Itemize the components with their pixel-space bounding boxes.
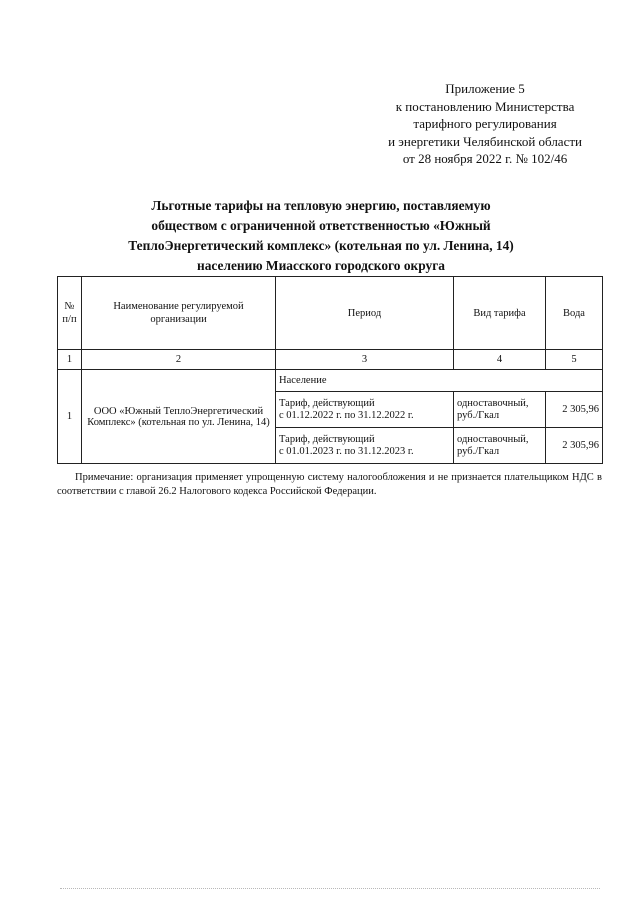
tariff-type-line: одноставочный, [457, 433, 529, 445]
period-line: с 01.12.2022 г. по 31.12.2022 г. [279, 409, 414, 421]
header-water: Вода [546, 277, 603, 350]
column-number: 5 [546, 350, 603, 370]
period-line: Тариф, действующий [279, 433, 375, 445]
tariff-type-cell [454, 392, 546, 428]
column-number: 3 [276, 350, 454, 370]
water-value: 2 305,96 [546, 428, 603, 464]
period-cell [276, 392, 454, 428]
tariff-type-cell [454, 428, 546, 464]
header-period: Период [276, 277, 454, 350]
row-num: 1 [58, 370, 82, 464]
title-line: ТеплоЭнергетический комплекс» (котельная по ул. Ленина, 14) [128, 238, 514, 253]
tariff-type-line: руб./Гкал [457, 445, 500, 457]
appendix-line: к постановлению Министерства [395, 98, 575, 114]
appendix-line: и энергетики Челябинской области [388, 133, 582, 149]
footnote: Примечание: организация применяет упрощенную систему налогообложения и не признается плательщиком НДС в соответствии с главой 26.2 Налогового кодекса Российской Федерации. [57, 472, 602, 497]
row-group: Население [276, 370, 603, 392]
column-number: 2 [82, 350, 276, 370]
water-value: 2 305,96 [546, 392, 603, 428]
column-number: 1 [58, 350, 82, 370]
period-cell [276, 428, 454, 464]
header-org: Наименование регулируемой организации [82, 277, 276, 350]
title-line: обществом с ограниченной ответственностью «Южный [151, 218, 491, 233]
header-num: № п/п [58, 277, 82, 350]
tariff-type-line: руб./Гкал [457, 409, 500, 421]
appendix-line: тарифного регулирования [413, 116, 557, 132]
appendix-line: от 28 ноября 2022 г. № 102/46 [402, 151, 568, 167]
column-number-row [58, 350, 603, 370]
row-org: ООО «Южный ТеплоЭнергетический Комплекс» (котельная по ул. Ленина, 14) [82, 370, 276, 464]
title-line: Льготные тарифы на тепловую энергию, поставляемую [151, 198, 491, 213]
table-row [58, 370, 603, 392]
title-line: населению Миасского городского округа [197, 258, 445, 273]
column-number: 4 [454, 350, 546, 370]
appendix-line: Приложение 5 [445, 81, 525, 96]
period-line: Тариф, действующий [279, 397, 375, 409]
period-line: с 01.01.2023 г. по 31.12.2023 г. [279, 445, 414, 457]
scan-edge-divider [60, 888, 600, 889]
tariff-table [57, 276, 603, 464]
tariff-type-line: одноставочный, [457, 397, 529, 409]
table-header-row [58, 277, 603, 350]
appendix-block [388, 80, 582, 168]
document-title [60, 196, 582, 276]
header-tariff-type: Вид тарифа [454, 277, 546, 350]
